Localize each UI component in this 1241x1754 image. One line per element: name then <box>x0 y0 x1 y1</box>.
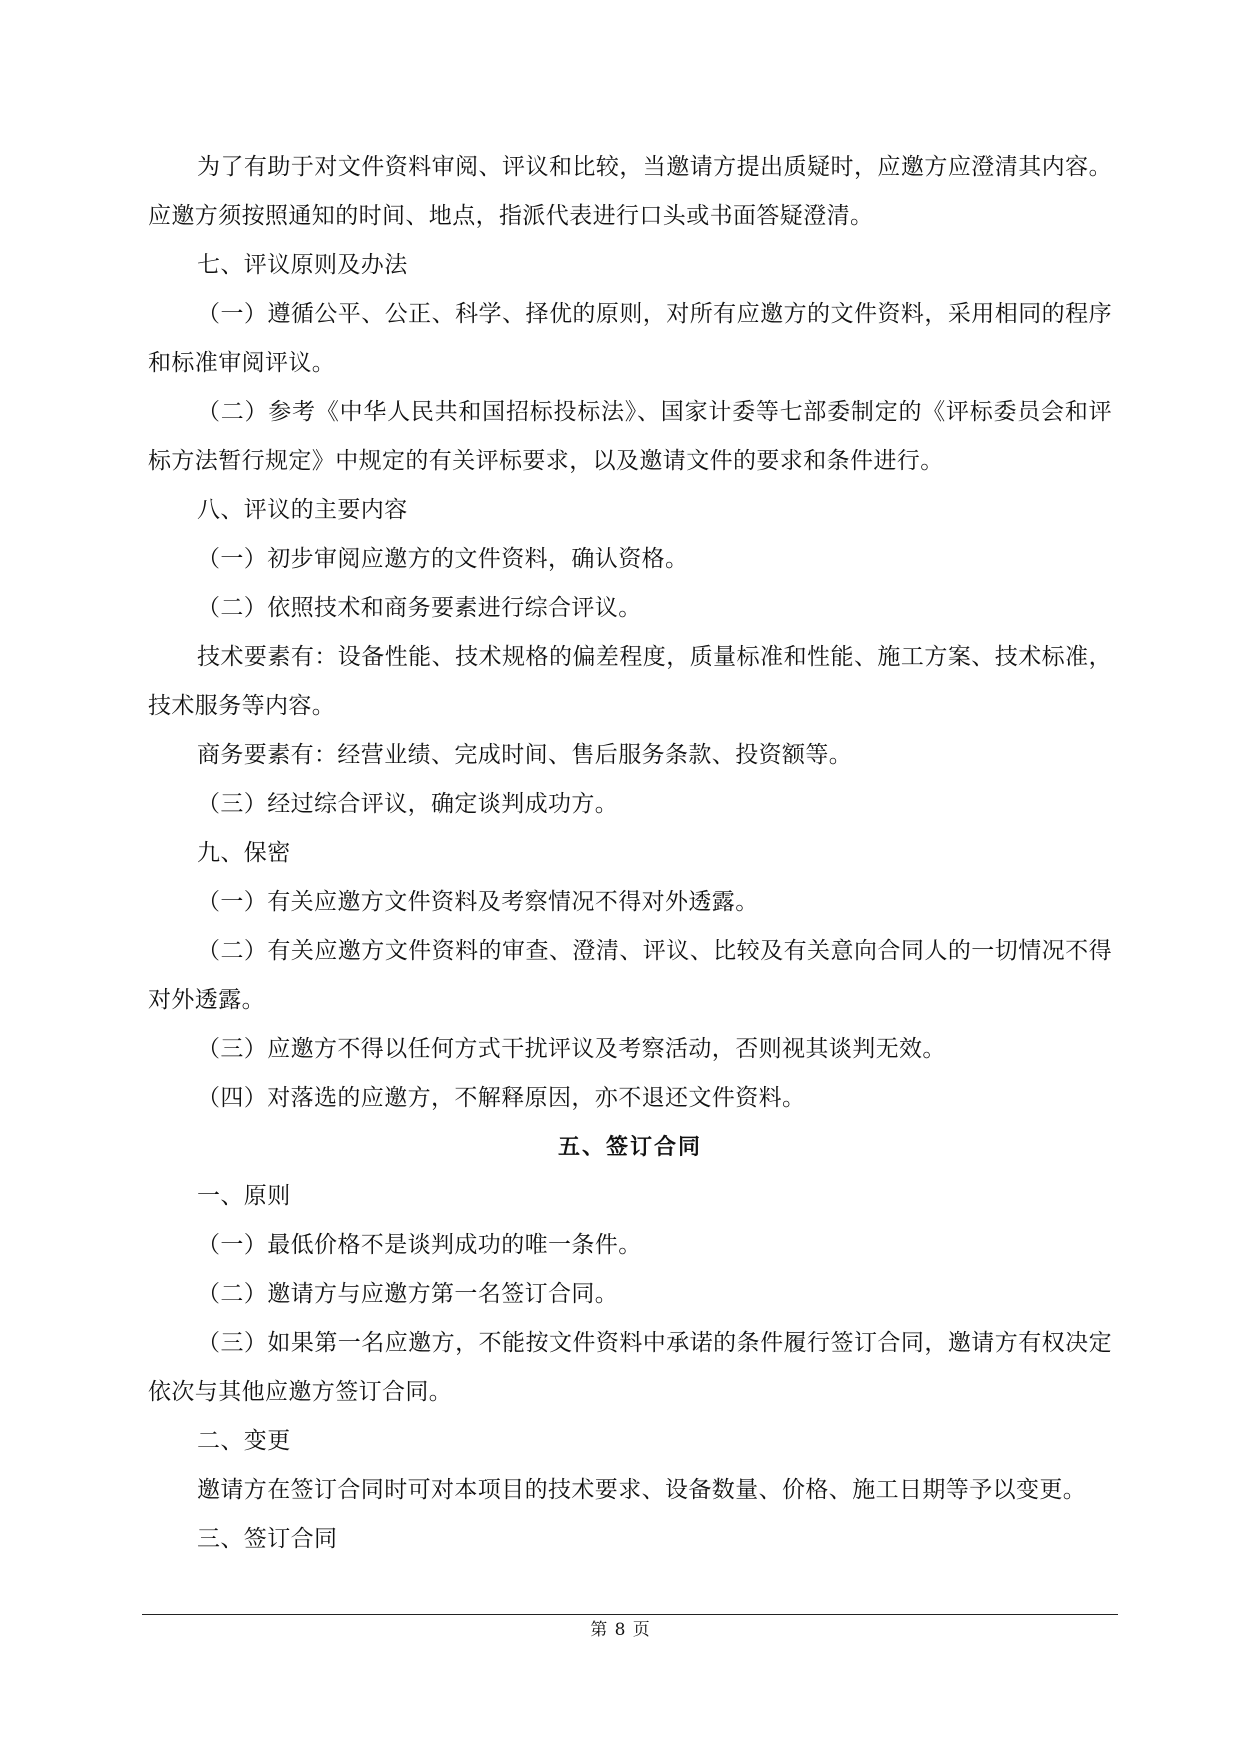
paragraph-contract-principle-2: （二）邀请方与应邀方第一名签订合同。 <box>197 1281 619 1307</box>
page-number: 第 8 页 <box>590 1620 651 1640</box>
paragraph-confidentiality-4: （四）对落选的应邀方，不解释原因，亦不退还文件资料。 <box>197 1085 806 1111</box>
document-body <box>148 143 1112 1564</box>
paragraph-clarification: 为了有助于对文件资料审阅、评议和比较，当邀请方提出质疑时，应邀方应澄清其内容。应邀方须按照通知的时间、地点，指派代表进行口头或书面答疑澄清。 <box>148 154 1112 229</box>
paragraph-confidentiality-2: （二）有关应邀方文件资料的审查、澄清、评议、比较及有关意向合同人的一切情况不得对外透露。 <box>148 938 1112 1013</box>
heading-evaluation-principles: 七、评议原则及办法 <box>197 252 408 278</box>
paragraph-contract-principle-3: （三）如果第一名应邀方，不能按文件资料中承诺的条件履行签订合同，邀请方有权决定依次与其他应邀方签订合同。 <box>148 1330 1112 1405</box>
paragraph-principle-2: （二）参考《中华人民共和国招标投标法》、国家计委等七部委制定的《评标委员会和评标方法暂行规定》中规定的有关评标要求，以及邀请文件的要求和条件进行。 <box>148 399 1112 474</box>
paragraph-content-2: （二）依照技术和商务要素进行综合评议。 <box>197 595 642 621</box>
paragraph-changes: 邀请方在签订合同时可对本项目的技术要求、设备数量、价格、施工日期等予以变更。 <box>197 1477 1087 1503</box>
paragraph-business-factors: 商务要素有：经营业绩、完成时间、售后服务条款、投资额等。 <box>197 742 853 768</box>
paragraph-confidentiality-3: （三）应邀方不得以任何方式干扰评议及考察活动，否则视其谈判无效。 <box>197 1036 946 1062</box>
heading-changes: 二、变更 <box>197 1428 291 1454</box>
paragraph-confidentiality-1: （一）有关应邀方文件资料及考察情况不得对外透露。 <box>197 889 759 915</box>
heading-contract-principles: 一、原则 <box>197 1183 291 1209</box>
heading-sign-contract: 三、签订合同 <box>197 1526 338 1552</box>
footer-divider <box>142 1614 1118 1615</box>
paragraph-content-3: （三）经过综合评议，确定谈判成功方。 <box>197 791 619 817</box>
heading-confidentiality: 九、保密 <box>197 840 291 866</box>
paragraph-content-1: （一）初步审阅应邀方的文件资料，确认资格。 <box>197 546 689 572</box>
section-title: 五、签订合同 <box>557 1135 702 1160</box>
paragraph-contract-principle-1: （一）最低价格不是谈判成功的唯一条件。 <box>197 1232 642 1258</box>
paragraph-principle-1: （一）遵循公平、公正、科学、择优的原则，对所有应邀方的文件资料，采用相同的程序和标准审阅评议。 <box>148 301 1112 376</box>
paragraph-technical-factors: 技术要素有：设备性能、技术规格的偏差程度，质量标准和性能、施工方案、技术标准，技术服务等内容。 <box>148 644 1112 719</box>
heading-evaluation-content: 八、评议的主要内容 <box>197 497 408 523</box>
